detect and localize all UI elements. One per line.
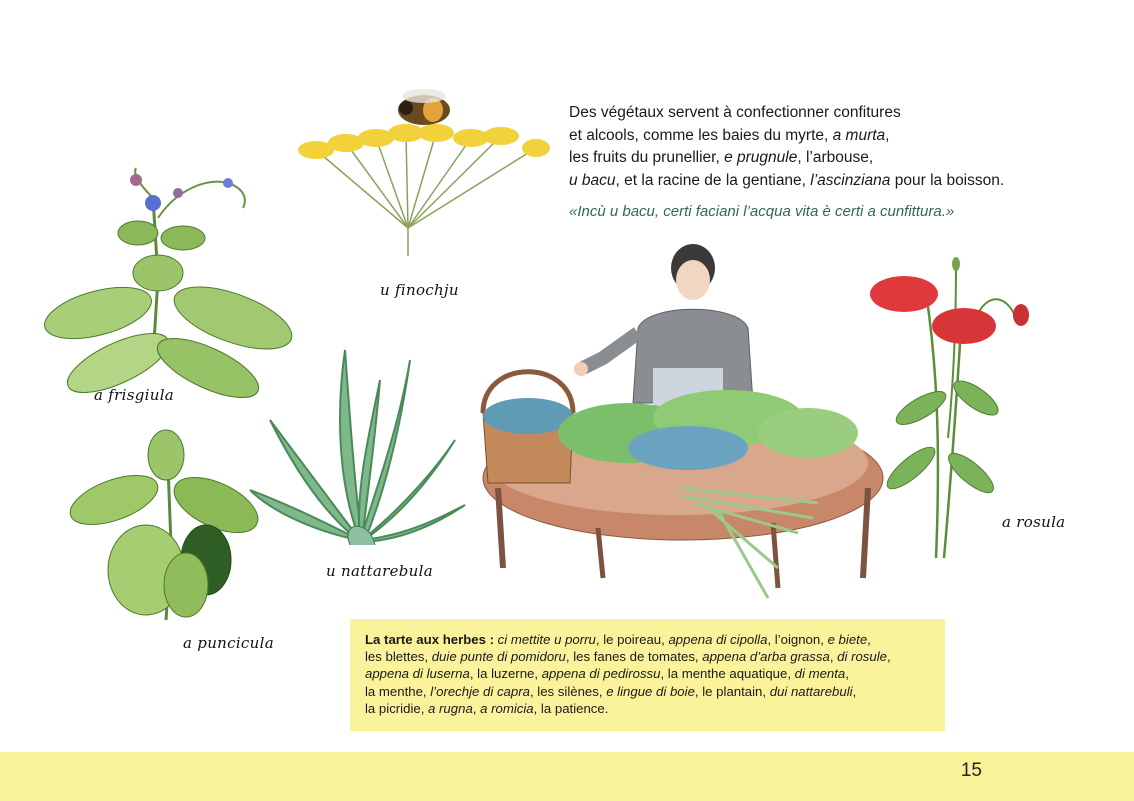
label-nattarebula: u nattarebula: [326, 562, 433, 580]
woman-with-herbs-illustration: [478, 238, 873, 610]
nettle-illustration: [66, 425, 264, 625]
label-puncicula: a puncicula: [183, 634, 274, 652]
page-number: 15: [960, 760, 982, 781]
corsican-quote: «Incù u bacu, certi faciani l’acqua vita è certi a cunfittura.»: [569, 203, 955, 220]
label-finochju: u finochju: [380, 281, 459, 299]
fennel-illustration: [296, 88, 548, 258]
label-frisgiula: a frisgiula: [94, 386, 175, 404]
recipe-box: [350, 619, 945, 731]
dandelion-illustration: [250, 340, 470, 555]
intro-paragraph: Des végétaux servent à confectionner confitures et alcools, comme les baies du myrte, a murta, les fruits du prunellier, e prugnule, l’arbouse, u bacu, et la racine de la gentiane, l’ascinziana pour la boisson.: [569, 104, 1005, 189]
label-rosula: a rosula: [1002, 513, 1066, 531]
recipe-text: La tarte aux herbes : ci mettite u porru, le poireau, appena di cipolla, l’oignon, e biete, les blettes, duie punte di pomidoru, les fanes de tomates, appena d’arba grassa, di rosule, appena di luserna, la luzerne, appena di pedirossu, la menthe aquatique, di menta, la menthe, l’orechje di capra, les silènes, e lingue di boie, le plantain, dui nattarebuli, la picridie, a rugna, a romicia, la patience.: [365, 632, 891, 716]
